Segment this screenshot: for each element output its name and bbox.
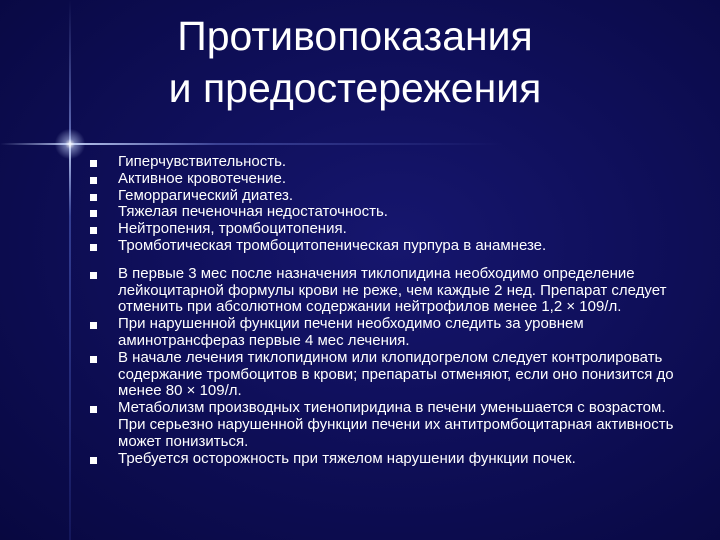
bullet-square-icon (90, 177, 97, 184)
list-item (90, 204, 690, 221)
list-item (90, 154, 690, 171)
list-item-text: При нарушенной функции печени необходимо следить за уровнем аминотрансфераз первые 4 мес лечения. (118, 315, 584, 349)
bullet-square-icon (90, 322, 97, 329)
list-item (90, 316, 690, 350)
list-item-text: В начале лечения тиклопидином или клопидогрелом следует контролировать содержание тромбоцитов в крови; препараты отменяют, если оно понизится до менее 80 × 109/л. (118, 348, 674, 400)
bullet-square-icon (90, 210, 97, 217)
list-item (90, 266, 690, 316)
list-item-text: Нейтропения, тромбоцитопения. (118, 220, 347, 238)
list-item (90, 400, 690, 450)
list-item (90, 451, 690, 468)
bullet-square-icon (90, 457, 97, 464)
list-item-text: Активное кровотечение. (118, 169, 287, 187)
title-line-1: Противопоказания (177, 13, 533, 59)
decorative-horizontal-line (0, 143, 720, 145)
title-line-2: и предостережения (168, 65, 542, 111)
bullet-square-icon (90, 160, 97, 167)
list-item-text: Геморрагический диатез. (118, 186, 294, 204)
list-item-text: Тромботическая тромбоцитопеническая пурпура в анамнезе. (118, 236, 547, 254)
list-item-text: Метаболизм производных тиенопиридина в печени уменьшается с возрастом. При серьезно нарушенной функции печени их антитромбоцитарная активность может понизиться. (118, 399, 674, 450)
bullet-square-icon (90, 406, 97, 413)
bullet-list (90, 154, 690, 467)
decorative-star-glow (52, 126, 88, 162)
slide-title (130, 10, 580, 114)
list-item-text: Тяжелая печеночная недостаточность. (118, 203, 388, 221)
bullet-square-icon (90, 244, 97, 251)
list-item-text: Гиперчувствительность. (118, 153, 287, 170)
list-item-text: Требуется осторожность при тяжелом нарушении функции почек. (118, 449, 576, 467)
list-item (90, 188, 690, 205)
bullet-square-icon (90, 356, 97, 363)
list-item (90, 350, 690, 400)
decorative-vertical-line (69, 0, 71, 540)
bullet-square-icon (90, 194, 97, 201)
list-item (90, 221, 690, 238)
bullet-square-icon (90, 227, 97, 234)
bullet-square-icon (90, 272, 97, 279)
list-item (90, 238, 690, 255)
list-item (90, 171, 690, 188)
list-item-text: В первые 3 мес после назначения тиклопидина необходимо определение лейкоцитарной формулы крови не реже, чем каждые 2 нед. Препарат следует отменить при абсолютном содержании нейтрофилов менее 1,2 × 109/л. (118, 264, 667, 316)
